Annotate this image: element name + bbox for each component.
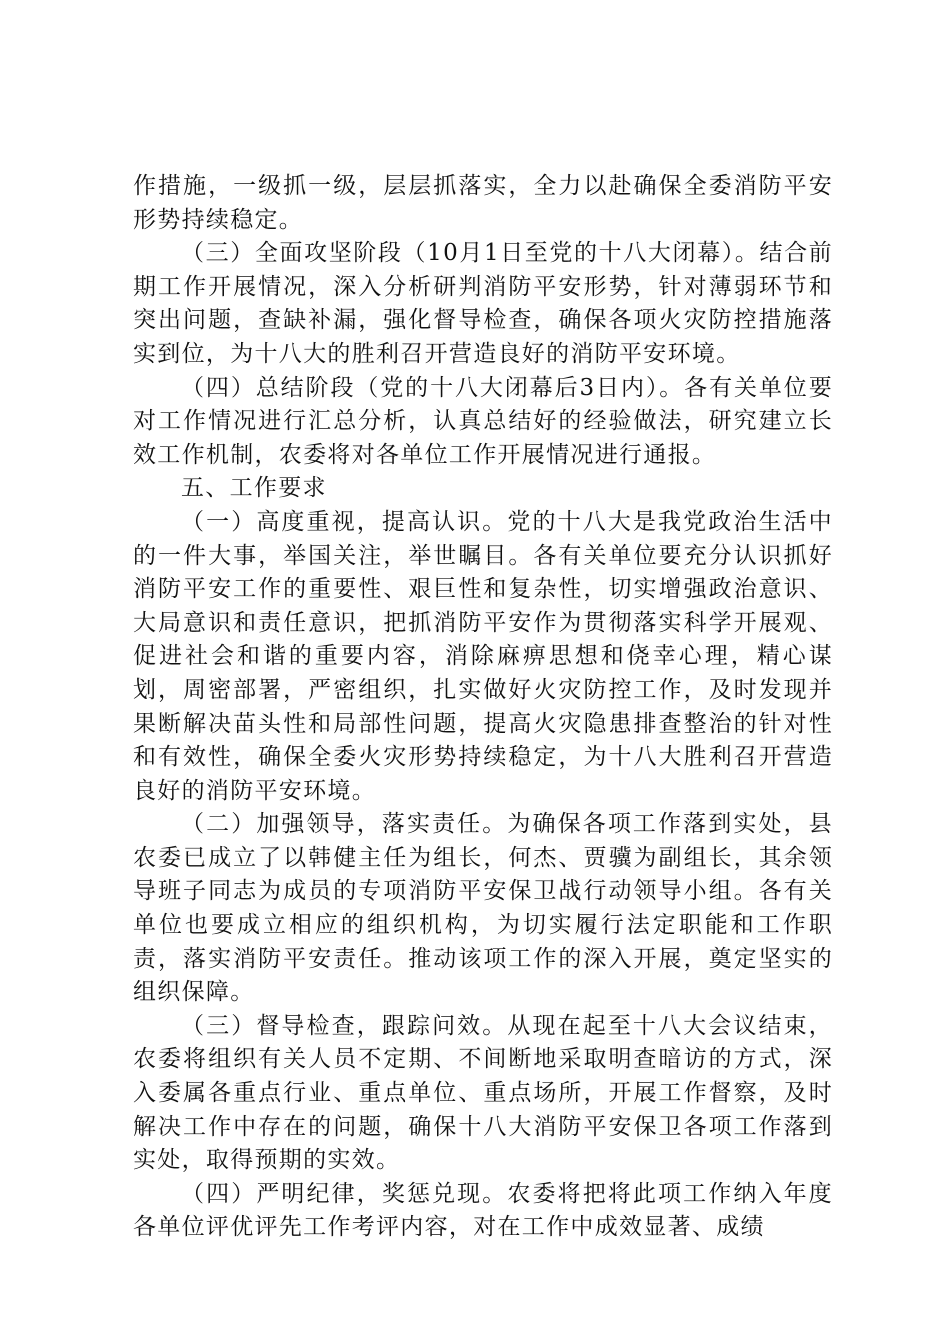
paragraph-stage-four: （四）总结阶段（党的十八大闭幕后3日内）。各有关单位要对工作情况进行汇总分析，认真总结好的经验做法，研究建立长效工作机制，农委将对各单位工作开展情况进行通报。 xyxy=(133,374,833,468)
paragraph-continuation: 作措施，一级抓一级，层层抓落实，全力以赴确保全委消防平安形势持续稳定。 xyxy=(133,173,833,233)
document-body xyxy=(133,170,833,1245)
paragraph-requirement-two: （二）加强领导，落实责任。为确保各项工作落到实处，县农委已成立了以韩健主任为组长，何杰、贾骥为副组长，其余领导班子同志为成员的专项消防平安保卫战行动领导小组。各有关单位也要成立相应的组织机构，为切实履行法定职能和工作职责，落实消防平安责任。推动该项工作的深入开展，奠定坚实的组织保障。 xyxy=(133,811,833,1006)
paragraph-stage-three: （三）全面攻坚阶段（10月1日至党的十八大闭幕）。结合前期工作开展情况，深入分析研判消防平安形势，针对薄弱环节和突出问题，查缺补漏，强化督导检查，确保各项火灾防控措施落实到位，为十八大的胜利召开营造良好的消防平安环境。 xyxy=(133,240,833,367)
paragraph-requirement-one: （一）高度重视，提高认识。党的十八大是我党政治生活中的一件大事，举国关注，举世瞩目。各有关单位要充分认识抓好消防平安工作的重要性、艰巨性和复杂性，切实增强政治意识、大局意识和责任意识，把抓消防平安作为贯彻落实科学开展观、促进社会和谐的重要内容，消除麻痹思想和侥幸心理，精心谋划，周密部署，严密组织，扎实做好火灾防控工作，及时发现并果断解决苗头性和局部性问题，提高火灾隐患排查整治的针对性和有效性，确保全委火灾形势持续稳定，为十八大胜利召开营造良好的消防平安环境。 xyxy=(133,508,833,804)
section-heading-work-requirements: 五、工作要求 xyxy=(181,475,327,502)
paragraph-requirement-three: （三）督导检查，跟踪问效。从现在起至十八大会议结束，农委将组织有关人员不定期、不间断地采取明查暗访的方式，深入委属各重点行业、重点单位、重点场所，开展工作督察，及时解决工作中存在的问题，确保十八大消防平安保卫各项工作落到实处，取得预期的实效。 xyxy=(133,1012,833,1174)
paragraph-requirement-four: （四）严明纪律，奖惩兑现。农委将把将此项工作纳入年度各单位评优评先工作考评内容，对在工作中成效显著、成绩 xyxy=(133,1180,833,1241)
